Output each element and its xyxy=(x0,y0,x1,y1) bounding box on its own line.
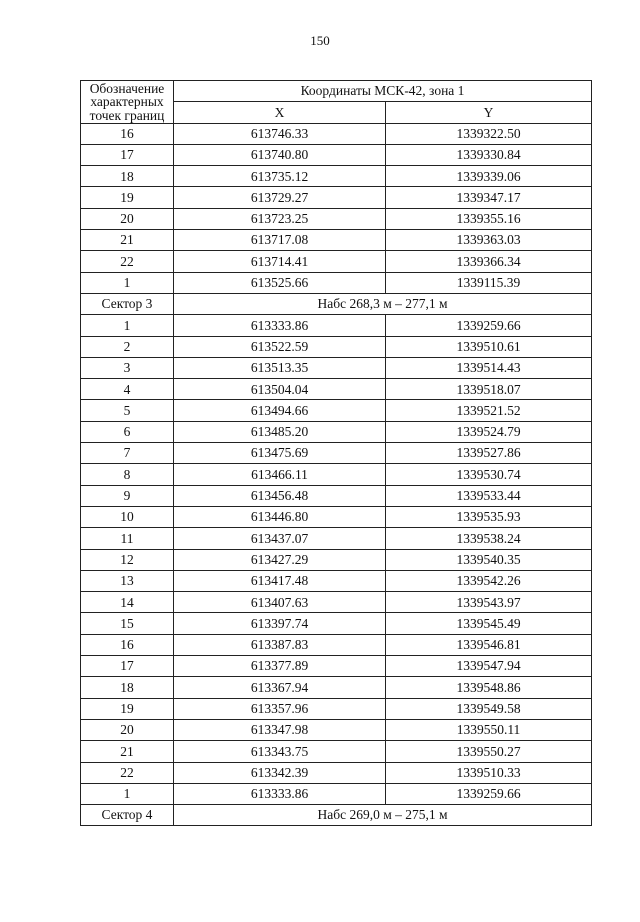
table-row xyxy=(81,783,592,804)
table-row xyxy=(81,336,592,357)
point-number-cell: 12 xyxy=(81,549,174,570)
table-row xyxy=(81,656,592,677)
point-number-cell: 4 xyxy=(81,379,174,400)
point-number-cell: 3 xyxy=(81,357,174,378)
point-number-cell: 18 xyxy=(81,677,174,698)
x-coordinate-cell: 613387.83 xyxy=(174,634,386,655)
point-number-cell: 22 xyxy=(81,762,174,783)
y-coordinate-cell: 1339366.34 xyxy=(386,251,592,272)
point-number-cell: 8 xyxy=(81,464,174,485)
y-coordinate-cell: 1339545.49 xyxy=(386,613,592,634)
y-coordinate-cell: 1339546.81 xyxy=(386,634,592,655)
table-row xyxy=(81,251,592,272)
point-number-cell: 2 xyxy=(81,336,174,357)
x-coordinate-cell: 613525.66 xyxy=(174,272,386,293)
y-coordinate-cell: 1339510.33 xyxy=(386,762,592,783)
sector-name-cell: Сектор 4 xyxy=(81,805,174,826)
table-row xyxy=(81,634,592,655)
point-number-cell: 1 xyxy=(81,315,174,336)
x-coordinate-cell: 613746.33 xyxy=(174,123,386,144)
x-coordinate-cell: 613417.48 xyxy=(174,570,386,591)
point-number-cell: 10 xyxy=(81,506,174,527)
point-designation-header xyxy=(81,81,174,124)
table-row xyxy=(81,230,592,251)
x-coordinate-cell: 613456.48 xyxy=(174,485,386,506)
x-coordinate-cell: 613485.20 xyxy=(174,421,386,442)
x-coordinate-cell: 613466.11 xyxy=(174,464,386,485)
x-coordinate-cell: 613723.25 xyxy=(174,208,386,229)
y-coordinate-cell: 1339524.79 xyxy=(386,421,592,442)
point-number-cell: 13 xyxy=(81,570,174,591)
point-number-cell: 17 xyxy=(81,656,174,677)
point-label-line: Обозначение xyxy=(89,80,165,96)
sector-row xyxy=(81,805,592,826)
x-coordinate-cell: 613367.94 xyxy=(174,677,386,698)
y-coordinate-cell: 1339540.35 xyxy=(386,549,592,570)
x-coordinate-cell: 613407.63 xyxy=(174,592,386,613)
x-coordinate-cell: 613427.29 xyxy=(174,549,386,570)
y-coordinate-cell: 1339521.52 xyxy=(386,400,592,421)
point-number-cell: 19 xyxy=(81,698,174,719)
x-coordinate-cell: 613347.98 xyxy=(174,719,386,740)
point-number-cell: 17 xyxy=(81,144,174,165)
y-coordinate-cell: 1339548.86 xyxy=(386,677,592,698)
table-row xyxy=(81,741,592,762)
table-row xyxy=(81,549,592,570)
point-number-cell: 19 xyxy=(81,187,174,208)
y-coordinate-cell: 1339542.26 xyxy=(386,570,592,591)
x-coordinate-cell: 613333.86 xyxy=(174,315,386,336)
y-column-header: Y xyxy=(386,102,592,123)
point-number-cell: 21 xyxy=(81,230,174,251)
x-column-header: X xyxy=(174,102,386,123)
point-number-cell: 15 xyxy=(81,613,174,634)
x-coordinate-cell: 613437.07 xyxy=(174,528,386,549)
y-coordinate-cell: 1339259.66 xyxy=(386,783,592,804)
y-coordinate-cell: 1339550.27 xyxy=(386,741,592,762)
y-coordinate-cell: 1339547.94 xyxy=(386,656,592,677)
x-coordinate-cell: 613377.89 xyxy=(174,656,386,677)
table-row xyxy=(81,443,592,464)
point-label-line: характерных xyxy=(90,94,164,110)
table-row xyxy=(81,187,592,208)
sector-elevation-cell: Набс 269,0 м – 275,1 м xyxy=(174,805,592,826)
y-coordinate-cell: 1339355.16 xyxy=(386,208,592,229)
y-coordinate-cell: 1339549.58 xyxy=(386,698,592,719)
table-row xyxy=(81,166,592,187)
table-row xyxy=(81,485,592,506)
point-number-cell: 5 xyxy=(81,400,174,421)
page-number: 150 xyxy=(310,33,330,48)
table-row xyxy=(81,613,592,634)
y-coordinate-cell: 1339550.11 xyxy=(386,719,592,740)
sector-name-cell: Сектор 3 xyxy=(81,293,174,314)
x-coordinate-cell: 613343.75 xyxy=(174,741,386,762)
point-number-cell: 11 xyxy=(81,528,174,549)
point-number-cell: 14 xyxy=(81,592,174,613)
x-coordinate-cell: 613729.27 xyxy=(174,187,386,208)
table-row xyxy=(81,315,592,336)
y-coordinate-cell: 1339339.06 xyxy=(386,166,592,187)
y-coordinate-cell: 1339322.50 xyxy=(386,123,592,144)
y-coordinate-cell: 1339530.74 xyxy=(386,464,592,485)
point-number-cell: 1 xyxy=(81,272,174,293)
table-row xyxy=(81,570,592,591)
x-coordinate-cell: 613333.86 xyxy=(174,783,386,804)
y-coordinate-cell: 1339543.97 xyxy=(386,592,592,613)
x-coordinate-cell: 613735.12 xyxy=(174,166,386,187)
table-row xyxy=(81,144,592,165)
x-coordinate-cell: 613357.96 xyxy=(174,698,386,719)
table-row xyxy=(81,272,592,293)
coordinates-table xyxy=(80,80,592,826)
point-number-cell: 1 xyxy=(81,783,174,804)
y-coordinate-cell: 1339538.24 xyxy=(386,528,592,549)
table-header-row xyxy=(81,81,592,102)
table-row xyxy=(81,357,592,378)
point-number-cell: 7 xyxy=(81,443,174,464)
point-number-cell: 6 xyxy=(81,421,174,442)
x-coordinate-cell: 613740.80 xyxy=(174,144,386,165)
table-row xyxy=(81,506,592,527)
table-row xyxy=(81,592,592,613)
x-coordinate-cell: 613513.35 xyxy=(174,357,386,378)
table-row xyxy=(81,762,592,783)
x-coordinate-cell: 613494.66 xyxy=(174,400,386,421)
coordinates-title-header: Координаты МСК-42, зона 1 xyxy=(174,81,592,102)
table-row xyxy=(81,421,592,442)
point-label-line: точек границ xyxy=(89,107,165,123)
y-coordinate-cell: 1339514.43 xyxy=(386,357,592,378)
point-number-cell: 16 xyxy=(81,123,174,144)
table-row xyxy=(81,719,592,740)
table-row xyxy=(81,677,592,698)
y-coordinate-cell: 1339363.03 xyxy=(386,230,592,251)
x-coordinate-cell: 613446.80 xyxy=(174,506,386,527)
y-coordinate-cell: 1339533.44 xyxy=(386,485,592,506)
x-coordinate-cell: 613717.08 xyxy=(174,230,386,251)
point-number-cell: 18 xyxy=(81,166,174,187)
point-number-cell: 20 xyxy=(81,719,174,740)
table-row xyxy=(81,698,592,719)
y-coordinate-cell: 1339259.66 xyxy=(386,315,592,336)
point-number-cell: 20 xyxy=(81,208,174,229)
y-coordinate-cell: 1339330.84 xyxy=(386,144,592,165)
table-row xyxy=(81,528,592,549)
y-coordinate-cell: 1339510.61 xyxy=(386,336,592,357)
y-coordinate-cell: 1339535.93 xyxy=(386,506,592,527)
table-body xyxy=(81,123,592,826)
x-coordinate-cell: 613342.39 xyxy=(174,762,386,783)
sector-elevation-cell: Набс 268,3 м – 277,1 м xyxy=(174,293,592,314)
point-number-cell: 16 xyxy=(81,634,174,655)
y-coordinate-cell: 1339115.39 xyxy=(386,272,592,293)
x-coordinate-cell: 613504.04 xyxy=(174,379,386,400)
table-row xyxy=(81,208,592,229)
point-number-cell: 9 xyxy=(81,485,174,506)
x-coordinate-cell: 613522.59 xyxy=(174,336,386,357)
y-coordinate-cell: 1339518.07 xyxy=(386,379,592,400)
point-number-cell: 21 xyxy=(81,741,174,762)
sector-row xyxy=(81,293,592,314)
point-number-cell: 22 xyxy=(81,251,174,272)
x-coordinate-cell: 613714.41 xyxy=(174,251,386,272)
table-row xyxy=(81,379,592,400)
table-row xyxy=(81,123,592,144)
y-coordinate-cell: 1339347.17 xyxy=(386,187,592,208)
x-coordinate-cell: 613397.74 xyxy=(174,613,386,634)
x-coordinate-cell: 613475.69 xyxy=(174,443,386,464)
table-row xyxy=(81,464,592,485)
y-coordinate-cell: 1339527.86 xyxy=(386,443,592,464)
table-row xyxy=(81,400,592,421)
